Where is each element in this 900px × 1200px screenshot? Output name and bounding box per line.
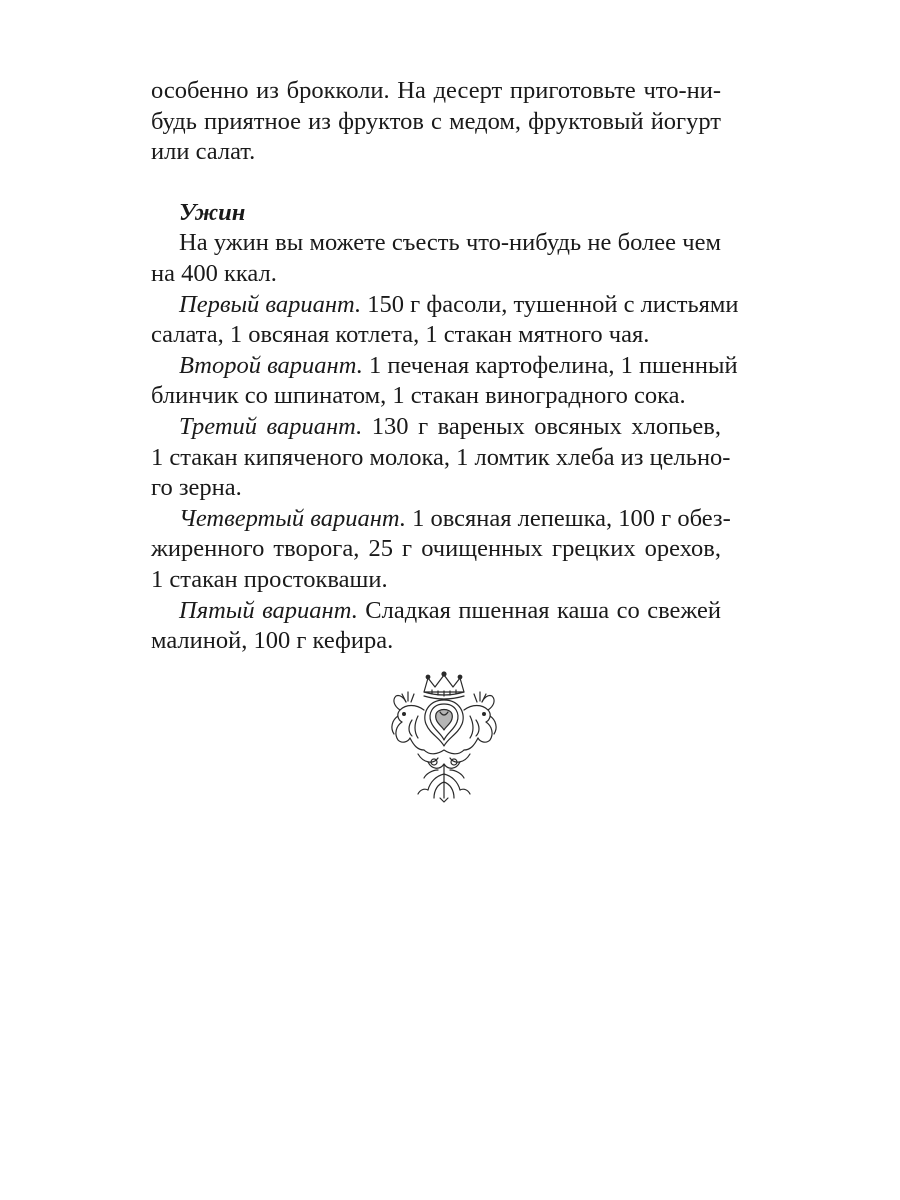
variant-first-line bbox=[151, 351, 738, 382]
variant-line: салата, 1 овсяная котлета, 1 стакан мятного чая. bbox=[151, 321, 650, 349]
variant-line: малиной, 100 г кефира. bbox=[151, 627, 394, 655]
variant-text: 130 г вареных овсяных хлопьев, bbox=[362, 412, 721, 440]
variant-label: Третий вариант. bbox=[179, 412, 363, 440]
dinner-variant bbox=[151, 596, 721, 657]
dinner-variant bbox=[151, 290, 739, 351]
book-page-text bbox=[151, 76, 739, 657]
variant-text: 1 печеная картофелина, 1 пшенный bbox=[362, 351, 738, 379]
variant-text: Сладкая пшенная каша со свежей bbox=[357, 596, 721, 624]
variant-label: Первый вариант. bbox=[179, 290, 362, 318]
variant-first-line bbox=[151, 290, 739, 321]
variant-line: го зерна. bbox=[151, 474, 242, 502]
variant-line: жиренного творога, 25 г очищенных грецких орехов, bbox=[151, 535, 721, 563]
variant-text: 150 г фасоли, тушенной с листьями bbox=[361, 290, 739, 318]
variant-line: 1 стакан простокваши. bbox=[151, 565, 388, 593]
calorie-paragraph bbox=[151, 228, 721, 289]
variant-first-line bbox=[151, 596, 721, 627]
variant-label: Пятый вариант. bbox=[179, 596, 358, 624]
variant-first-line bbox=[151, 504, 731, 535]
variant-first-line bbox=[151, 412, 721, 443]
calorie-line-1: На ужин вы можете съесть что-нибудь не более чем bbox=[179, 229, 721, 257]
variant-text: 1 овсяная лепешка, 100 г обез- bbox=[405, 504, 731, 532]
intro-line-2: будь приятное из фруктов с медом, фруктовый йогурт bbox=[151, 107, 721, 135]
dinner-variant bbox=[151, 504, 731, 596]
dinner-variant bbox=[151, 351, 738, 412]
intro-line-3: или салат. bbox=[151, 138, 256, 166]
calorie-line-2: на 400 ккал. bbox=[151, 259, 277, 287]
section-title: Ужин bbox=[179, 198, 246, 226]
intro-paragraph bbox=[151, 76, 721, 168]
crowned-heraldic-griffins-ornament-icon bbox=[388, 670, 500, 805]
intro-line-1: особенно из брокколи. На десерт приготовьте что-ни- bbox=[151, 77, 721, 104]
variant-label: Четвертый вариант. bbox=[179, 504, 406, 532]
variant-line: 1 стакан кипяченого молока, 1 ломтик хлеба из цельно- bbox=[151, 443, 731, 471]
variant-line: блинчик со шпинатом, 1 стакан виноградного сока. bbox=[151, 382, 686, 410]
variant-label: Второй вариант. bbox=[179, 351, 363, 379]
dinner-variant bbox=[151, 412, 731, 504]
